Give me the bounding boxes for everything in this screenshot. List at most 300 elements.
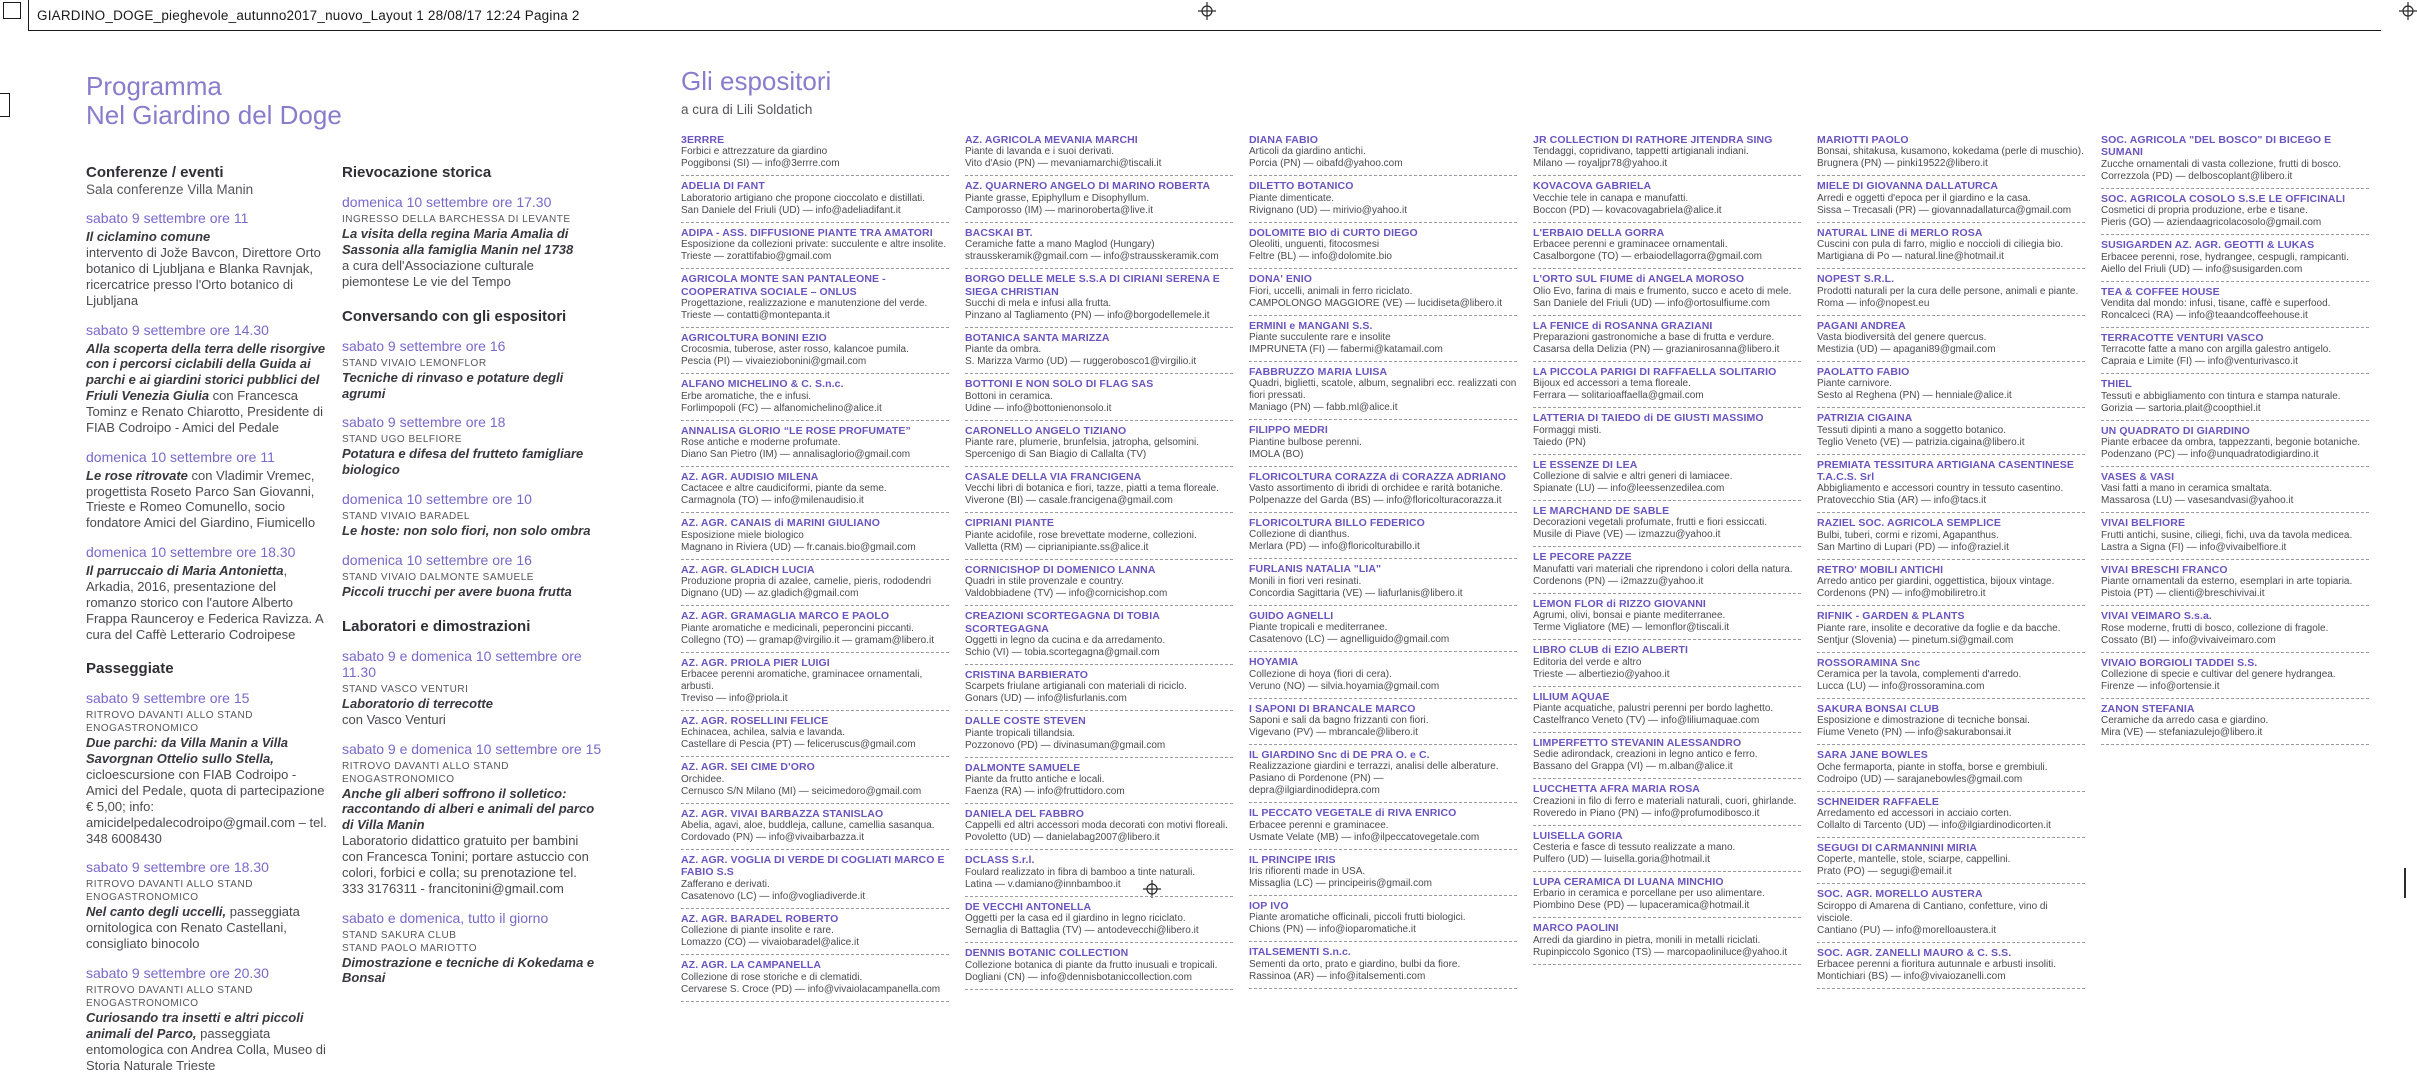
- exhibitor-contact: Treviso — info@priola.it: [681, 692, 788, 704]
- exhibitor-column-2: [965, 130, 1233, 1002]
- exhibitor-contact: Sentjur (Slovenia) — pinetum.si@gmail.com: [1817, 634, 2014, 646]
- exhibitor-contact: Vito d'Asio (PN) — mevaniamarchi@tiscali.it: [965, 158, 1162, 170]
- exhibitor-entry: [1817, 943, 2085, 989]
- exhibitor-entry: [1249, 316, 1517, 362]
- event-description: Curiosando tra insetti e altri piccoli animali del Parco, passeggiata entomologica con Andrea Colla, Museo di Storia Naturale Trieste: [86, 1010, 326, 1073]
- exhibitor-entry: [2101, 189, 2369, 235]
- exhibitor-description: Piante rare, insolite e decorative da foglie e da bacche.: [1817, 622, 2061, 634]
- exhibitor-contact: CAMPOLONGO MAGGIORE (VE) — lucidiseta@libero.it: [1249, 297, 1502, 309]
- exhibitor-name: HOYAMIA: [1249, 656, 1299, 669]
- exhibitor-entry: [1533, 918, 1801, 964]
- event-description: con Vasco Venturi: [342, 711, 446, 727]
- exhibitor-entry: [1533, 316, 1801, 362]
- exhibitor-name: RIFNIK - GARDEN & PLANTS: [1817, 610, 1965, 623]
- exhibitor-contact: Piombino Dese (PD) — lupaceramica@hotmail.it: [1533, 900, 1750, 912]
- exhibitor-name: CARONELLO ANGELO TIZIANO: [965, 424, 1127, 437]
- exhibitor-name: SEGUGI DI CARMANNINI MIRIA: [1817, 842, 1978, 854]
- exhibitor-description: Piante acquatiche, palustri perenni per bordo laghetto.: [1533, 702, 1774, 714]
- exhibitor-description: Tessuti dipinti a mano a soggetto botanico.: [1817, 424, 2007, 436]
- exhibitor-entry: [965, 513, 1233, 559]
- exhibitor-name: LEMON FLOR di RIZZO GIOVANNI: [1533, 597, 1706, 610]
- program-section-header: Conversando con gli espositori: [342, 307, 567, 325]
- exhibitor-column-4: [1533, 130, 1801, 1002]
- exhibitor-description: Produzione propria di azalee, camelie, pieris, rododendri: [681, 576, 932, 588]
- exhibitor-description: Arredo antico per giardini, oggettistica, bijoux vintage.: [1817, 576, 2055, 588]
- exhibitor-contact: Boccon (PD) — kovacovagabriela@alice.it: [1533, 204, 1722, 216]
- exhibitor-description: Collezione di dianthus.: [1249, 529, 1350, 541]
- exhibitor-name: CIPRIANI PIANTE: [965, 517, 1055, 530]
- exhibitor-description: Piante succulente rare e insolite: [1249, 331, 1391, 343]
- exhibitor-entry: [1249, 130, 1517, 176]
- exhibitor-contact: Sissa – Trecasali (PR) — giovannadallaturca@gmail.com: [1817, 204, 2072, 216]
- exhibitor-name: FABBRUZZO MARIA LUISA: [1249, 365, 1388, 378]
- exhibitor-contact: Pieris (GO) — aziendaagricolacosolo@gmail.com: [2101, 217, 2322, 229]
- exhibitor-entry: [965, 850, 1233, 896]
- exhibitor-name: ERMINI e MANGANI S.S.: [1249, 319, 1373, 332]
- exhibitor-description: Forbici e attrezzature da giardino: [681, 146, 828, 158]
- exhibitor-description: Vasto assortimento di ibridi di orchidee e rarità botaniche.: [1249, 483, 1503, 494]
- exhibitor-contact: Poggibonsi (SI) — info@3errre.com: [681, 158, 840, 170]
- exhibitor-name: I SAPONI DI BRANCALE MARCO: [1249, 702, 1416, 715]
- exhibitor-name: DE VECCHI ANTONELLA: [965, 900, 1092, 913]
- program-column-1: [86, 146, 342, 1073]
- event-title: Tecniche di rinvaso e potature degli agrumi: [342, 369, 564, 401]
- exhibitor-contact: Rupinpiccolo Sgonico (TS) — marcopaoliniluce@yahoo.it: [1533, 946, 1788, 958]
- exhibitor-entry: [2101, 560, 2369, 606]
- registration-mark-right-edge: [2399, 2, 2417, 20]
- exhibitor-contact: Pratovecchio Stia (AR) — info@tacs.it: [1817, 495, 1987, 507]
- exhibitor-contact: Musile di Piave (VE) — izmazzu@yahoo.it: [1533, 529, 1721, 541]
- exhibitor-contact: Missaglia (LC) — principeiris@gmail.com: [1249, 878, 1432, 889]
- exhibitor-description: Cosmetici di propria produzione, erbe e tisane.: [2101, 205, 2308, 217]
- exhibitor-contact: Lucca (LU) — info@rossoramina.com: [1817, 680, 1985, 692]
- exhibitor-name: VIVAI VEIMARO S.s.a.: [2101, 610, 2212, 623]
- exhibitor-contact: Casarsa della Delizia (PN) — grazianirosanna@libero.it: [1533, 343, 1780, 355]
- exhibitor-contact: Pescia (PI) — vivaieziobonini@gmail.com: [681, 356, 867, 368]
- exhibitor-name: SCHNEIDER RAFFAELE: [1817, 795, 1939, 808]
- exhibitor-entry: [1249, 850, 1517, 896]
- event-description: a cura dell'Associazione culturale piemontese Le vie del Tempo: [342, 257, 534, 289]
- exhibitor-contact: Casatenovo (LC) — agnelliguido@gmail.com: [1249, 634, 1450, 646]
- exhibitor-name: L'ERBAIO DELLA GORRA: [1533, 226, 1665, 239]
- exhibitor-name: DOLOMITE BIO di CURTO DIEGO: [1249, 226, 1418, 239]
- exhibitor-description: Frutti antichi, susine, ciliegi, fichi, uva da tavola medicea.: [2101, 529, 2353, 541]
- exhibitor-description: Tessuti e abbigliamento con tintura e stampa naturale.: [2101, 390, 2341, 402]
- exhibitor-description: Cactacee e altre caudiciformi, piante da seme.: [681, 483, 887, 495]
- exhibitor-entry: [1533, 362, 1801, 408]
- exhibitor-entry: [681, 269, 949, 328]
- exhibitor-description: Bonsai, shitakusa, kusamono, kokedama (perle di muschio).: [1817, 146, 2084, 158]
- exhibitor-description: Rose antiche e moderne profumate.: [681, 437, 841, 448]
- event-date: domenica 10 settembre ore 10: [342, 491, 532, 508]
- event-description: Le rose ritrovate con Vladimir Vremec, progettista Roseto Parco San Giovanni, Trieste e Romeo Comunello, socio fondatore Amici del Giardino, Fiumicello: [86, 467, 316, 531]
- exhibitor-name: DCLASS S.r.l.: [965, 854, 1035, 867]
- exhibitor-contact: Cordenons (PN) — info@mobiliretro.it: [1817, 588, 1986, 600]
- exhibitor-name: AZ. AGR. ROSELLINI FELICE: [681, 714, 829, 727]
- exhibitor-entry: [1249, 362, 1517, 420]
- exhibitor-contact: San Daniele del Friuli (UD) — info@ortosulfiume.com: [1533, 297, 1770, 309]
- exhibitor-contact: Taiedo (PN): [1533, 436, 1586, 448]
- exhibitor-contact: IMPRUNETA (FI) — fabermi@katamail.com: [1249, 343, 1443, 355]
- exhibitor-contact: Firenze — info@ortensie.it: [2101, 680, 2220, 692]
- exhibitor-description: Erbacee perenni e graminacee ornamentali.: [1533, 239, 1728, 251]
- exhibitor-contact: Gorizia — sartoria.plait@coopthiel.it: [2101, 402, 2261, 414]
- exhibitor-name: LIMPERFETTO STEVANIN ALESSANDRO: [1533, 736, 1742, 749]
- event-date: domenica 10 settembre ore 17.30: [342, 194, 552, 211]
- exhibitor-description: Piante ornamentali da esterno, esemplari in arte topiaria.: [2101, 576, 2353, 588]
- exhibitor-contact: Castelfranco Veneto (TV) — info@liliumaquae.com: [1533, 714, 1760, 726]
- event-date: sabato 9 settembre ore 20.30: [86, 965, 269, 981]
- exhibitor-contact: Polpenazze del Garda (BS) — info@floricolturacorazza.it: [1249, 495, 1502, 506]
- exhibitor-description: Monili in fiori veri resinati.: [1249, 575, 1362, 587]
- exhibitor-description: Foulard realizzato in fibra di bamboo a tinte naturali.: [965, 866, 1196, 878]
- exhibitor-name: FLORICOLTURA CORAZZA di CORAZZA ADRIANO: [1249, 470, 1507, 483]
- exhibitor-entry: [1533, 501, 1801, 547]
- exhibitor-name: AZ. AGR. GRAMAGLIA MARCO E PAOLO: [681, 610, 890, 623]
- event-title: Due parchi: da Villa Manin a Villa Savorgnan Ottelio sullo Stella,: [86, 735, 289, 767]
- exhibitor-column-5: [1817, 130, 2085, 1002]
- exhibitor-entry: [681, 176, 949, 222]
- exhibitor-contact: Cossato (BI) — info@vivaiveimaro.com: [2101, 634, 2276, 646]
- exhibitor-entry: [1249, 606, 1517, 652]
- exhibitor-name: TERRACOTTE VENTURI VASCO: [2101, 331, 2264, 344]
- exhibitor-entry: [965, 176, 1233, 222]
- exhibitor-contact: Mestizia (UD) — apagani89@gmail.com: [1817, 343, 1996, 355]
- event-date: sabato 9 e domenica 10 settembre ore 11.30: [342, 647, 582, 680]
- event-location-line: STAND PAOLO MARIOTTO: [342, 942, 478, 954]
- event-date: sabato 9 settembre ore 18.30: [86, 859, 269, 876]
- exhibitor-name: THIEL: [2101, 378, 2132, 391]
- exhibitor-entry: [1817, 455, 2085, 514]
- exhibitor-description: Articoli da giardino antichi.: [1249, 146, 1366, 158]
- exhibitor-contact: Dignano (UD) — az.gladich@gmail.com: [681, 588, 859, 600]
- exhibitor-name: DONA' ENIO: [1249, 273, 1313, 286]
- page-title: Programma Nel Giardino del Doge: [86, 71, 342, 131]
- exhibitor-contact: Gonars (UD) — info@lisfurlanis.com: [965, 693, 1127, 705]
- exhibitor-name: LATTERIA DI TAIEDO di DE GIUSTI MASSIMO: [1533, 412, 1764, 425]
- exhibitor-name: DIANA FABIO: [1249, 134, 1318, 146]
- exhibitor-entry: [2101, 653, 2369, 699]
- exhibitor-name: PAGANI ANDREA: [1817, 319, 1906, 332]
- exhibitor-description: Echinacea, achilea, salvia e lavanda.: [681, 727, 845, 739]
- exhibitor-name: BOTTONI E NON SOLO DI FLAG SAS: [965, 378, 1154, 391]
- exhibitor-contact: strausskeramik@gmail.com — info@strausskeramik.com: [965, 251, 1219, 263]
- exhibitor-entry: [965, 130, 1233, 176]
- exhibitor-entry: [681, 757, 949, 803]
- exhibitor-description: Erbacee perenni e graminacee.: [1249, 819, 1389, 831]
- exhibitor-entry: [1249, 176, 1517, 222]
- exhibitor-name: FLORICOLTURA BILLO FEDERICO: [1249, 517, 1425, 529]
- exhibitor-description: Sedie adirondack, creazioni in legno antico e ferro.: [1533, 749, 1758, 761]
- exhibitor-name: VIVAI BRESCHI FRANCO: [2101, 563, 2228, 576]
- exhibitor-description: Vecchi libri di botanica e fiori, tazze, piatti a tema floreale.: [965, 483, 1220, 495]
- exhibitor-entry: [1817, 223, 2085, 269]
- exhibitor-contact: Udine — info@bottonienonsolo.it: [965, 402, 1112, 414]
- exhibitor-description: Arredi da giardino in pietra, monili in metalli riciclati.: [1533, 934, 1761, 946]
- exhibitor-entry: [1817, 606, 2085, 652]
- event-title: Nel canto degli uccelli,: [86, 904, 227, 920]
- exhibitor-name: VIVAIO BORGIOLI TADDEI S.S.: [2101, 656, 2258, 669]
- exhibitor-entry: [965, 897, 1233, 943]
- event-description: cicloescursione con FIAB Codroipo - Amici del Pedale, quota di partecipazione € 5,00; info: amicidelpedalecodroipo@gmail.com – tel. 348 6008430: [86, 767, 327, 846]
- exhibitor-name: MARIOTTI PAOLO: [1817, 134, 1909, 146]
- exhibitor-entry: [965, 467, 1233, 513]
- exhibitor-description: Progettazione, realizzazione e manutenzione del verde.: [681, 297, 928, 309]
- exhibitor-description: Editoria del verde e altro: [1533, 656, 1642, 668]
- calibration-square-left: [0, 93, 10, 117]
- exhibitor-name: ROSSORAMINA Snc: [1817, 656, 1921, 669]
- exhibitor-entry: [1533, 547, 1801, 593]
- registration-mark-top-center: [1198, 2, 1216, 20]
- exhibitor-description: Realizzazione giardini e terrazzi, analisi delle alberature.: [1249, 761, 1499, 773]
- exhibitor-contact: Podenzano (PC) — info@unquadratodigiardino.it: [2101, 449, 2319, 460]
- event-title: Laboratorio di terrecotte: [342, 695, 493, 711]
- event-location-line: STAND SAKURA CLUB: [342, 929, 457, 941]
- exhibitor-description: Manufatti vari materiali che riprendono i colori della natura.: [1533, 563, 1793, 575]
- exhibitor-entry: [1249, 803, 1517, 849]
- program-section-subtitle: Sala conferenze Villa Manin: [86, 182, 254, 198]
- exhibitor-name: AZ. AGR. PRIOLA PIER LUIGI: [681, 656, 830, 669]
- event-description: Il parruccaio di Maria Antonietta, Arkadia, 2016, presentazione del romanzo storico con l'autore Alberto Frappa Raunceroy e Federica Ravizza. A cura del Caffè Letterario Codroipese: [86, 563, 324, 642]
- exhibitor-contact: Camporosso (IM) — marinoroberta@live.it: [965, 204, 1153, 216]
- exhibitor-description: Zafferano e derivati.: [681, 878, 770, 890]
- exhibitor-description: Cesteria e fasce di tessuto realizzate a mano.: [1533, 842, 1736, 853]
- exhibitor-entry: [1533, 176, 1801, 222]
- exhibitor-description: Collezione di specie e cultivar del genere hydrangea.: [2101, 668, 2336, 680]
- exhibitor-contact: Valletta (RM) — ciprianipiante.ss@alice.it: [965, 541, 1149, 553]
- exhibitor-name: IL PECCATO VEGETALE di RIVA ENRICO: [1249, 807, 1457, 820]
- exhibitor-description: Quadri, biglietti, scatole, album, segnalibri ecc. realizzati con fiori pressati.: [1249, 378, 1517, 402]
- exhibitor-name: VIVAI BELFIORE: [2101, 517, 2186, 530]
- exhibitor-name: LUCCHETTA AFRA MARIA ROSA: [1533, 783, 1700, 796]
- exhibitor-contact: Valdobbiadene (TV) — info@cornicishop.com: [965, 588, 1168, 600]
- event-title: Potatura e difesa del frutteto famigliare biologico: [342, 446, 584, 478]
- exhibitor-name: L'ORTO SUL FIUME di ANGELA MOROSO: [1533, 273, 1745, 286]
- event-date: sabato 9 e domenica 10 settembre ore 15: [342, 740, 602, 757]
- exhibitor-name: AZ. AGR. GLADICH LUCIA: [681, 563, 815, 576]
- exhibitor-name: AZ. AGR. AUDISIO MILENA: [681, 471, 819, 483]
- exhibitor-contact: Trieste — zorattifabio@gmail.com: [681, 251, 832, 263]
- program-section-header: Passeggiate: [86, 660, 174, 678]
- exhibitor-description: Oggetti per la casa ed il giardino in legno riciclato.: [965, 913, 1186, 925]
- exhibitor-contact: Diano San Pietro (IM) — annalisaglorio@gmail.com: [681, 449, 911, 460]
- exhibitor-contact: Schio (VI) — tobia.scortegagna@gmail.com: [965, 646, 1160, 658]
- exhibitor-description: Terracotte fatte a mano con argilla galestro antigelo.: [2101, 344, 2332, 356]
- exhibitor-entry: [1249, 513, 1517, 559]
- exhibitor-description: Piante da ombra.: [965, 344, 1042, 356]
- exhibitor-entry: [1249, 896, 1517, 942]
- exhibitor-name: AZ. AGR. VIVAI BARBAZZA STANISLAO: [681, 807, 884, 820]
- exhibitor-name: LUISELLA GORIA: [1533, 829, 1623, 842]
- exhibitor-name: ANNALISA GLORIO “LE ROSE PROFUMATE”: [681, 424, 911, 437]
- exhibitor-entry: [681, 606, 949, 652]
- exhibitor-contact: Vigevano (PV) — mbrancale@libero.it: [1249, 726, 1418, 738]
- exhibitor-name: DALLE COSTE STEVEN: [965, 715, 1086, 728]
- exhibitor-description: Piante acidofile, rose brevettate moderne, collezioni.: [965, 529, 1197, 541]
- exhibitor-contact: Lomazzo (CO) — vivaiobaradel@alice.it: [681, 937, 859, 949]
- exhibitor-name: TEA & COFFEE HOUSE: [2101, 285, 2220, 298]
- exhibitor-contact: Viverone (BI) — casale.francigena@gmail.com: [965, 495, 1173, 507]
- exhibitor-entry: [1817, 513, 2085, 559]
- exhibitor-description: Bijoux ed accessori a tema floreale.: [1533, 378, 1691, 390]
- exhibitor-entry: [2101, 235, 2369, 281]
- exhibitor-name: DALMONTE SAMUELE: [965, 761, 1081, 774]
- exhibitor-entry: [1533, 826, 1801, 872]
- exhibitor-description: Collezione botanica di piante da frutto inusuali e tropicali.: [965, 959, 1218, 971]
- exhibitor-entry: [681, 804, 949, 850]
- exhibitor-description: Formaggi misti.: [1533, 424, 1602, 436]
- exhibitor-description: Creazioni in filo di ferro e materiali naturali, cuori, ghirlande.: [1533, 795, 1797, 807]
- exhibitor-entry: [1817, 838, 2085, 884]
- event-location-line: STAND UGO BELFIORE: [342, 434, 462, 446]
- exhibitor-description: Piante aromatiche officinali, piccoli frutti biologici.: [1249, 912, 1466, 924]
- exhibitor-entry: [965, 665, 1233, 711]
- exhibitor-entry: [965, 606, 1233, 665]
- exhibitor-description: Orchidee.: [681, 773, 725, 785]
- exhibitor-name: SARA JANE BOWLES: [1817, 749, 1928, 762]
- exhibitor-entry: [1817, 884, 2085, 942]
- exhibitor-column-6: [2101, 130, 2369, 1002]
- event-title: Dimostrazione e tecniche di Kokedama e Bonsai: [342, 954, 595, 986]
- exhibitor-description: Piante aromatiche e medicinali, peperoncini piccanti.: [681, 622, 914, 634]
- event-date: sabato 9 settembre ore 16: [342, 337, 506, 354]
- exhibitor-contact: Chions (PN) — info@ioparomatiche.it: [1249, 924, 1416, 936]
- exhibitor-description: Ceramica per la tavola, complementi d'arredo.: [1817, 668, 2022, 680]
- exhibitor-contact: Castellare di Pescia (PT) — feliceruscus@gmail.com: [681, 739, 916, 751]
- exhibitor-entry: [2101, 374, 2369, 420]
- exhibitor-name: PATRIZIA CIGAINA: [1817, 412, 1913, 425]
- exhibitor-description: Decorazioni vegetali profumate, frutti e fiori essiccati.: [1533, 517, 1767, 529]
- event-location-line: STAND VIVAIO LEMONFLOR: [342, 357, 487, 369]
- exhibitor-contact: Terme Vigliatore (ME) — lemonflor@tiscali.it: [1533, 622, 1730, 634]
- exhibitor-description: Vecchie tele in canapa e manufatti.: [1533, 192, 1689, 204]
- exhibitor-description: Ceramiche da arredo casa e giardino.: [2101, 715, 2269, 727]
- event-title: Il parruccaio di Maria Antonietta: [86, 563, 284, 579]
- event-description: Nel canto degli uccelli, passeggiata ornitologica con Renato Castellani, consigliato binocolo: [86, 904, 300, 952]
- exhibitor-contact: Maniago (PN) — fabb.ml@alice.it: [1249, 402, 1398, 414]
- exhibitor-entry: [965, 804, 1233, 850]
- exhibitor-contact: Forlimpopoli (FC) — alfanomichelino@alice.it: [681, 402, 882, 414]
- exhibitor-name: CRISTINA BARBIERATO: [965, 668, 1089, 681]
- exhibitor-contact: Roma — info@nopest.eu: [1817, 297, 1930, 309]
- exhibitor-description: Piante carnivore.: [1817, 378, 1893, 390]
- event-location-line: STAND VIVAIO BARADEL: [342, 511, 470, 523]
- exhibitor-entry: [1533, 687, 1801, 733]
- exhibitor-name: PREMIATA TESSITURA ARTIGIANA CASENTINESE T.A.C.S. Srl: [1817, 458, 2074, 483]
- exhibitor-name: AZ. AGRICOLA MEVANIA MARCHI: [965, 134, 1138, 146]
- exhibitor-contact: Cernusco S/N Milano (MI) — seicimedoro@gmail.com: [681, 785, 922, 797]
- exhibitor-contact: Trieste — albertiezio@yahoo.it: [1533, 668, 1670, 680]
- event-description: Laboratorio didattico gratuito per bambini con Francesca Tonini; portare astuccio con colori, forbici e colla; su prenotazione tel. 333 3176311 - francitonini@gmail.com: [342, 833, 589, 896]
- exhibitor-contact: San Martino di Lupari (PD) — info@raziel.it: [1817, 541, 2009, 553]
- exhibitor-name: CORNICISHOP DI DOMENICO LANNA: [965, 563, 1156, 576]
- exhibitor-name: AZ. AGR. CANAIS di MARINI GIULIANO: [681, 517, 881, 530]
- exhibitor-description: Oche fermaporta, piante in stoffa, borse e grembiuli.: [1817, 761, 2048, 773]
- exhibitor-entry: [965, 758, 1233, 804]
- exhibitor-description: Vasta biodiversità del genere quercus.: [1817, 331, 1987, 343]
- exhibitor-contact: Collalto di Tarcento (UD) — info@ilgiardinodicorten.it: [1817, 820, 2051, 831]
- exhibitor-description: Abelia, agavi, aloe, buddleja, callune, camellia sasanqua.: [681, 820, 935, 831]
- exhibitor-description: Fiori, uccelli, animali in ferro riciclato.: [1249, 285, 1413, 297]
- exhibitor-description: Tendaggi, copridivano, tappetti artigianali indiani.: [1533, 146, 1749, 158]
- crop-mark-bottom-right: [2404, 868, 2406, 898]
- exhibitor-description: Piante dimenticate.: [1249, 192, 1335, 204]
- exhibitor-description: Piante da frutto antiche e locali.: [965, 774, 1105, 785]
- exhibitor-contact: Correzzola (PD) — delboscoplant@libero.it: [2101, 170, 2293, 182]
- exhibitor-name: IL PRINCIPE IRIS: [1249, 853, 1336, 866]
- exhibitor-name: FURLANIS NATALIA "LIA": [1249, 563, 1382, 576]
- exhibitor-description: Vendita dal mondo: infusi, tisane, caffè e superfood.: [2101, 297, 2331, 309]
- exhibitor-columns: [681, 130, 2369, 1002]
- exhibitor-contact: Pozzonovo (PD) — divinasuman@gmail.com: [965, 739, 1166, 751]
- exhibitor-entry: [965, 711, 1233, 757]
- exhibitor-contact: Cervarese S. Croce (PD) — info@vivaiolacampanella.com: [681, 983, 941, 995]
- exhibitor-entry: [1533, 269, 1801, 315]
- exhibitor-description: Bottoni in ceramica.: [965, 390, 1053, 402]
- exhibitor-entry: [965, 943, 1233, 989]
- exhibitor-entry: [681, 513, 949, 559]
- event-location-line: STAND VASCO VENTURI: [342, 683, 469, 695]
- event-date: sabato e domenica, tutto il giorno: [342, 909, 549, 926]
- exhibitor-name: DENNIS BOTANIC COLLECTION: [965, 947, 1129, 960]
- exhibitor-contact: Carmagnola (TO) — info@milenaudisio.it: [681, 495, 864, 507]
- exhibitor-description: Piante tropicali tillandsia.: [965, 727, 1076, 739]
- exhibitor-description: Arredi e oggetti d'epoca per il giardino e la casa.: [1817, 192, 2031, 204]
- exhibitor-name: RAZIEL SOC. AGRICOLA SEMPLICE: [1817, 517, 2001, 530]
- exhibitor-description: Oggetti in legno da cucina e da arredamento.: [965, 634, 1166, 646]
- exhibitor-contact: Pinzano al Tagliamento (PN) — info@borgodellemele.it: [965, 309, 1210, 321]
- print-header-filename: GIARDINO_DOGE_pieghevole_autunno2017_nuovo_Layout 1 28/08/17 12:24 Pagina 2: [37, 7, 580, 23]
- exhibitor-name: AZ. AGR. SEI CIME D'ORO: [681, 761, 815, 774]
- exhibitor-name: SOC. AGRICOLA "DEL BOSCO" DI BICEGO E SUMANI: [2101, 134, 2332, 159]
- exhibitor-description: Saponi e sali da bagno frizzanti con fiori.: [1249, 714, 1429, 726]
- exhibitor-entry: [965, 421, 1233, 467]
- exhibitor-contact: Pasiano di Pordenone (PN) — depra@ilgiardinodidepra.com: [1249, 773, 1384, 797]
- exhibitor-description: Collezione di piante insolite e rare.: [681, 925, 834, 937]
- exhibitor-contact: Aiello del Friuli (UD) — info@susigarden.com: [2101, 263, 2303, 275]
- event-description: Alla scoperta della terra delle risorgive con i percorsi ciclabili della Guida ai parchi e ai giardini storici pubblici del Friuli Venezia Giulia con Francesca Tominz e Renato Chiarotto, Presidente di FIAB Codroipo - Amici del Pedale: [86, 340, 326, 435]
- exhibitor-name: NATURAL LINE di MERLO ROSA: [1817, 226, 1983, 239]
- exhibitor-entry: [1249, 467, 1517, 513]
- event-location-line: RITROVO DAVANTI ALLO STAND ENOGASTRONOMICO: [86, 985, 253, 1009]
- exhibitor-description: Laboratorio artigiano che propone cioccolato e distillati.: [681, 192, 926, 204]
- exhibitor-contact: Rivignano (UD) — mirivio@yahoo.it: [1249, 204, 1407, 216]
- exhibitor-entry: [1533, 640, 1801, 686]
- event-title: Alla scoperta della terra delle risorgive con i percorsi ciclabili della Guida ai parchi e ai giardini storici pubblici del Friuli Venezia Giulia: [86, 340, 326, 404]
- exhibitor-entry: [1249, 559, 1517, 605]
- exhibitor-entry: [2101, 467, 2369, 513]
- exhibitor-contact: Povoletto (UD) — danielabag2007@libero.it: [965, 832, 1160, 844]
- exhibitor-contact: Milano — royaljpr78@yahoo.it: [1533, 158, 1668, 170]
- exhibitor-entry: [681, 955, 949, 1001]
- exhibitor-contact: Merlara (PD) — info@floricolturabillo.it: [1249, 541, 1420, 553]
- event-date: domenica 10 settembre ore 16: [342, 551, 532, 568]
- exhibitor-description: Esposizione da collezioni private: succulente e altre insolite.: [681, 239, 947, 251]
- exhibitor-description: Piantine bulbose perenni.: [1249, 436, 1362, 448]
- exhibitor-name: LE ESSENZE DI LEA: [1533, 458, 1638, 471]
- exhibitor-contact: Roncalceci (RA) — info@teaandcoffeehouse.it: [2101, 309, 2308, 321]
- exhibitor-entry: [681, 421, 949, 467]
- exhibitor-description: Crocosmia, tuberose, aster rosso, kalancoe pumila.: [681, 344, 909, 356]
- event-date: sabato 9 settembre ore 11: [86, 210, 249, 227]
- exhibitor-name: ADIPA - ASS. DIFFUSIONE PIANTE TRA AMATORI: [681, 226, 933, 239]
- exhibitor-contact: Spercenigo di San Biagio di Callalta (TV): [965, 449, 1147, 460]
- exhibitor-contact: Cordenons (PN) — i2mazzu@yahoo.it: [1533, 575, 1704, 587]
- event-date: sabato 9 settembre ore 15: [86, 690, 250, 707]
- exhibitor-contact: Pistoia (PT) — clienti@breschivivai.it: [2101, 588, 2265, 600]
- exhibitor-description: Erbe aromatiche, the e infusi.: [681, 390, 812, 402]
- exhibitor-entry: [1533, 733, 1801, 779]
